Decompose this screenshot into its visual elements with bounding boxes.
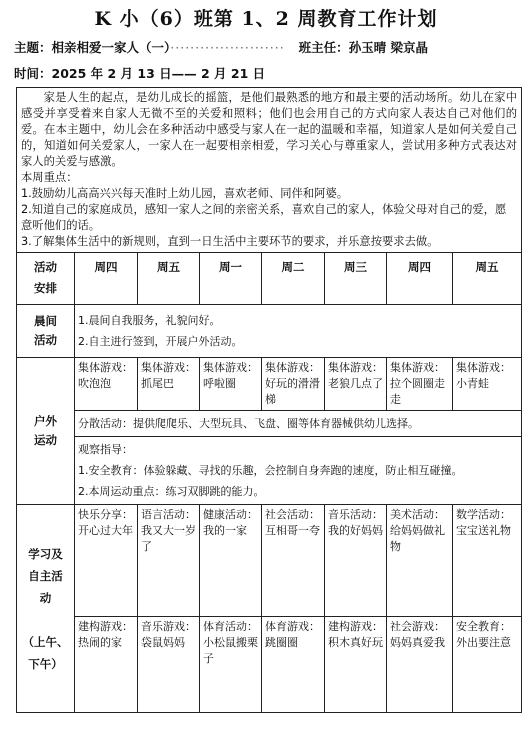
day-header: 周五: [138, 253, 200, 305]
observe-item: 2.本周运动重点：练习双脚跳的能力。: [78, 485, 265, 498]
time-label: 时间：: [14, 66, 52, 81]
outdoor-game: 集体游戏：呼啦圈: [200, 358, 262, 411]
time-value: 2025 年 2 月 13 日—— 2 月 21 日: [51, 66, 266, 81]
morning-item: 1.晨间自我服务，礼貌问好。: [78, 314, 221, 327]
teacher-value: 孙玉晴 梁京晶: [348, 40, 429, 55]
day-header-row: [17, 253, 522, 305]
theme-label: 主题：: [14, 40, 52, 55]
morning-row: [17, 305, 522, 358]
study-activity: 快乐分享：开心过大年: [75, 505, 138, 617]
outdoor-game: 集体游戏：老狼几点了: [325, 358, 387, 411]
observe-title: 观察指导：: [78, 443, 133, 456]
study-activity: 体育活动：小松鼠搬栗子: [200, 617, 262, 713]
outdoor-game: 集体游戏：好玩的滑滑梯: [262, 358, 325, 411]
teacher-label: 班主任：: [298, 40, 349, 55]
outdoor-game: 集体游戏：小青蛙: [453, 358, 522, 411]
outdoor-free: [75, 411, 522, 437]
activity-label: 活动 安排: [17, 253, 75, 305]
page-title: K 小（6）班第 1、2 周教育工作计划: [94, 8, 438, 30]
morning-cell: [75, 305, 522, 358]
outdoor-label: 户外 运动: [17, 358, 75, 505]
study-activity: 安全教育：外出要注意: [453, 617, 522, 713]
intro-cell: [17, 88, 522, 253]
time-line: [14, 64, 265, 82]
study-row-2: [17, 617, 522, 713]
outdoor-game: 集体游戏：吹泡泡: [75, 358, 138, 411]
study-label: 学习及 自主活 动 （上午、 下午）: [17, 505, 75, 713]
study-activity: 社会游戏：妈妈真爱我: [387, 617, 453, 713]
study-activity: 语言活动：我又大一岁了: [138, 505, 200, 617]
outdoor-game: 集体游戏：抓尾巴: [138, 358, 200, 411]
day-header: 周五: [453, 253, 522, 305]
intro-text: 家是人生的起点，是幼儿成长的摇篮，是他们最熟悉的地方和最主要的活动场所。幼儿在家中感受并享受着来自家人无微不至的关爱和照料；他们也会用自己的方式向家人表达自己对他们的爱。在本主题中，幼儿会在多种活动中感受与家人在一起的温暖和幸福，知道家人是如何关爱自己的，知道如何关爱家人，一家人在一起要相亲相爱，学习关心与尊重家人，尝试用多种方式表达对家人的关爱与感激。: [21, 91, 518, 168]
theme-value: 相亲相爱一家人（一）: [51, 40, 171, 55]
day-header: 周四: [387, 253, 453, 305]
morning-item: 2.自主进行签到，开展户外活动。: [78, 335, 243, 348]
study-activity: 建构游戏：积木真好玩: [325, 617, 387, 713]
study-activity: 音乐活动：我的好妈妈: [325, 505, 387, 617]
study-activity: 社会活动：互相哥一夸: [262, 505, 325, 617]
theme-line: [14, 38, 428, 56]
focus-item: 1.鼓励幼儿高高兴兴每天准时上幼儿园，喜欢老师、同伴和阿婆。: [21, 187, 349, 200]
study-activity: 数学活动：宝宝送礼物: [453, 505, 522, 617]
study-activity: 美术活动：给妈妈做礼物: [387, 505, 453, 617]
day-header: 周四: [75, 253, 138, 305]
day-header: 周三: [325, 253, 387, 305]
focus-item: 3.了解集体生活中的新规则，直到一日生活中主要环节的要求，并乐意按要求去做。: [21, 235, 439, 248]
day-header: 周二: [262, 253, 325, 305]
plan-table: [16, 87, 522, 713]
outdoor-game: 集体游戏：拉个圆圈走走: [387, 358, 453, 411]
outdoor-games-row: [17, 358, 522, 411]
study-activity: 健康活动：我的一家: [200, 505, 262, 617]
study-activity: 建构游戏：热闹的家: [75, 617, 138, 713]
dotted-leader: ·······················: [170, 40, 285, 55]
observe-row: [17, 437, 522, 505]
morning-label: 晨间 活动: [17, 305, 75, 358]
outdoor-free-row: [17, 411, 522, 437]
day-header: 周一: [200, 253, 262, 305]
focus-item: 2.知道自己的家庭成员，感知一家人之间的亲密关系，喜欢自己的家人，体验父母对自己的爱，愿意听他们的话。: [21, 203, 507, 232]
study-row-1: [17, 505, 522, 617]
focus-title: 本周重点：: [21, 171, 78, 184]
study-activity: 体育游戏：跳圈圈: [262, 617, 325, 713]
study-activity: 音乐游戏：袋鼠妈妈: [138, 617, 200, 713]
observe-item: 1.安全教育：体验躲藏、寻找的乐趣，会控制自身奔跑的速度，防止相互碰撞。: [78, 464, 463, 477]
intro-row: [17, 88, 522, 253]
observe-cell: [75, 437, 522, 505]
outdoor-free-text: 分散活动：提供爬爬乐、大型玩具、飞盘、圈等体育器械供幼儿选择。: [78, 417, 419, 430]
